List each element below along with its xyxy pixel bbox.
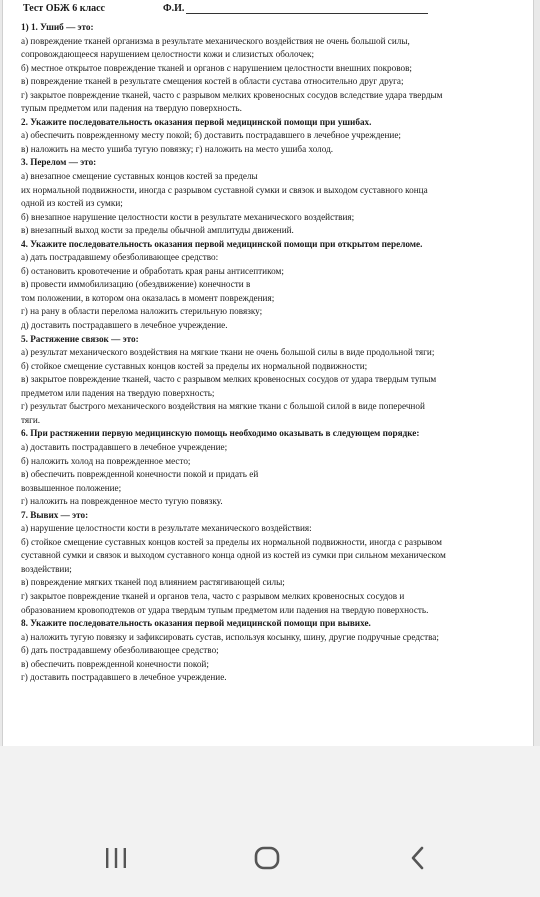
question-heading: 6. При растяжении первую медицинскую помощь необходимо оказывать в следующем порядке: [21, 428, 420, 439]
answer-line: образованием кровоподтеков от удара твердым тупым предметом или падения на твердую поверхность. [21, 604, 429, 615]
question-heading: 7. Вывих — это: [21, 509, 89, 520]
test-questions [21, 21, 531, 685]
answer-line: б) внезапное нарушение целостности кости в результате механического воздействия; [21, 211, 355, 222]
answer-line: б) наложить холод на поврежденное место; [21, 455, 191, 466]
answer-line: воздействии; [21, 563, 72, 574]
answer-line: а) наложить тугую повязку и зафиксировать сустав, используя косынку, шину, другие подручные средства; [21, 631, 439, 642]
answer-line: г) результат быстрого механического воздействия на мягкие ткани с большой силой в виде поперечной [21, 401, 425, 412]
answer-line: в) провести иммобилизацию (обездвижение) конечности в [21, 279, 251, 290]
answer-line: а) обеспечить поврежденному месту покой; б) доставить пострадавшего в лечебное учреждение; [21, 130, 401, 141]
answer-line: том положении, в котором она оказалась в момент повреждения; [21, 292, 275, 303]
question-heading: 2. Укажите последовательность оказания первой медицинской помощи при ушибах. [21, 116, 372, 127]
answer-line: их нормальной подвижности, иногда с разрывом суставной сумки и связок и выходом суставного конца [21, 184, 428, 195]
answer-line: в) повреждение тканей в результате смещения костей в области сустава относительно друг друга; [21, 76, 404, 87]
answer-line: б) местное открытое повреждение тканей и органов с нарушением целостности внешних покровов; [21, 62, 412, 73]
answer-line: б) стойкое смещение суставных концов костей за пределы их нормальной подвижности, иногда с разрывом [21, 536, 442, 547]
question-heading: 3. Перелом — это: [21, 157, 97, 168]
home-icon [253, 844, 281, 872]
answer-line: г) закрытое повреждение тканей, часто с разрывом мелких кровеносных сосудов вследствие удара твердым [21, 89, 443, 100]
question-heading: 1) 1. Ушиб — это: [21, 22, 94, 32]
name-blank-line [186, 4, 428, 14]
answer-line: а) внезапное смещение суставных концов костей за пределы [21, 171, 258, 182]
document-title: Тест ОБЖ 6 класс [23, 3, 105, 14]
question-heading: 4. Укажите последовательность оказания первой медицинской помощи при открытом переломе. [21, 238, 423, 249]
answer-line: д) доставить пострадавшего в лечебное учреждение. [21, 320, 228, 331]
answer-line: б) дать пострадавшему обезболивающее средство; [21, 645, 219, 656]
answer-line: тупым предметом или падения на твердую поверхность. [21, 103, 242, 114]
answer-line: а) дать пострадавшему обезболивающее средство: [21, 252, 219, 263]
document-page [2, 0, 534, 746]
answer-line: б) стойкое смещение суставных концов костей за пределы их нормальной подвижности; [21, 360, 368, 371]
answer-line: г) доставить пострадавшего в лечебное учреждение. [21, 672, 227, 683]
home-button[interactable] [247, 838, 287, 878]
name-field-label: Ф.И. [163, 3, 428, 14]
answer-line: г) наложить на поврежденное место тугую повязку. [21, 496, 223, 507]
back-button[interactable] [398, 838, 438, 878]
answer-line: тяги. [21, 414, 41, 425]
answer-line: предметом или падения на твердую поверхность; [21, 387, 215, 398]
answer-line: г) закрытое повреждение тканей и органов тела, часто с разрывом мелких кровеносных сосудов и [21, 590, 405, 601]
answer-line: а) повреждение тканей организма в результате механического воздействия не очень большой силы, [21, 35, 410, 46]
answer-line: а) результат механического воздействия на мягкие ткани не очень большой силы в виде продольной тяги; [21, 347, 435, 358]
question-heading: 8. Укажите последовательность оказания первой медицинской помощи при вывихе. [21, 618, 371, 629]
question-heading: 5. Растяжение связок — это: [21, 333, 139, 344]
answer-line: возвышенное положение; [21, 482, 122, 493]
answer-line: г) на рану в области перелома наложить стерильную повязку; [21, 306, 263, 317]
answer-line: а) нарушение целостности кости в результате механического воздействия: [21, 523, 312, 534]
document-header [23, 3, 528, 14]
answer-line: б) остановить кровотечение и обработать края раны антисептиком; [21, 265, 284, 276]
recent-apps-icon [104, 847, 128, 869]
answer-line: а) доставить пострадавшего в лечебное учреждение; [21, 441, 228, 452]
answer-line: суставной сумки и связок и выходом суставного конца одной из костей из сумки при сильном механическом [21, 550, 446, 561]
answer-line: в) закрытое повреждение тканей, часто с разрывом мелких кровеносных сосудов от удара твердым тупым [21, 374, 437, 385]
answer-line: сопровождающееся нарушением целостности кожи и слизистых оболочек; [21, 49, 315, 60]
answer-line: в) обеспечить поврежденной конечности покой и придать ей [21, 469, 259, 480]
answer-line: в) наложить на место ушиба тугую повязку; г) наложить на место ушиба холод. [21, 143, 334, 154]
answer-line: одной из костей из сумки; [21, 198, 123, 209]
answer-line: в) внезапный выход кости за пределы обычной амплитуды движений. [21, 225, 294, 236]
back-icon [408, 846, 428, 870]
answer-line: в) обеспечить поврежденной конечности покой; [21, 658, 209, 669]
answer-line: в) повреждение мягких тканей под влиянием растягивающей силы; [21, 577, 285, 588]
recent-apps-button[interactable] [96, 838, 136, 878]
